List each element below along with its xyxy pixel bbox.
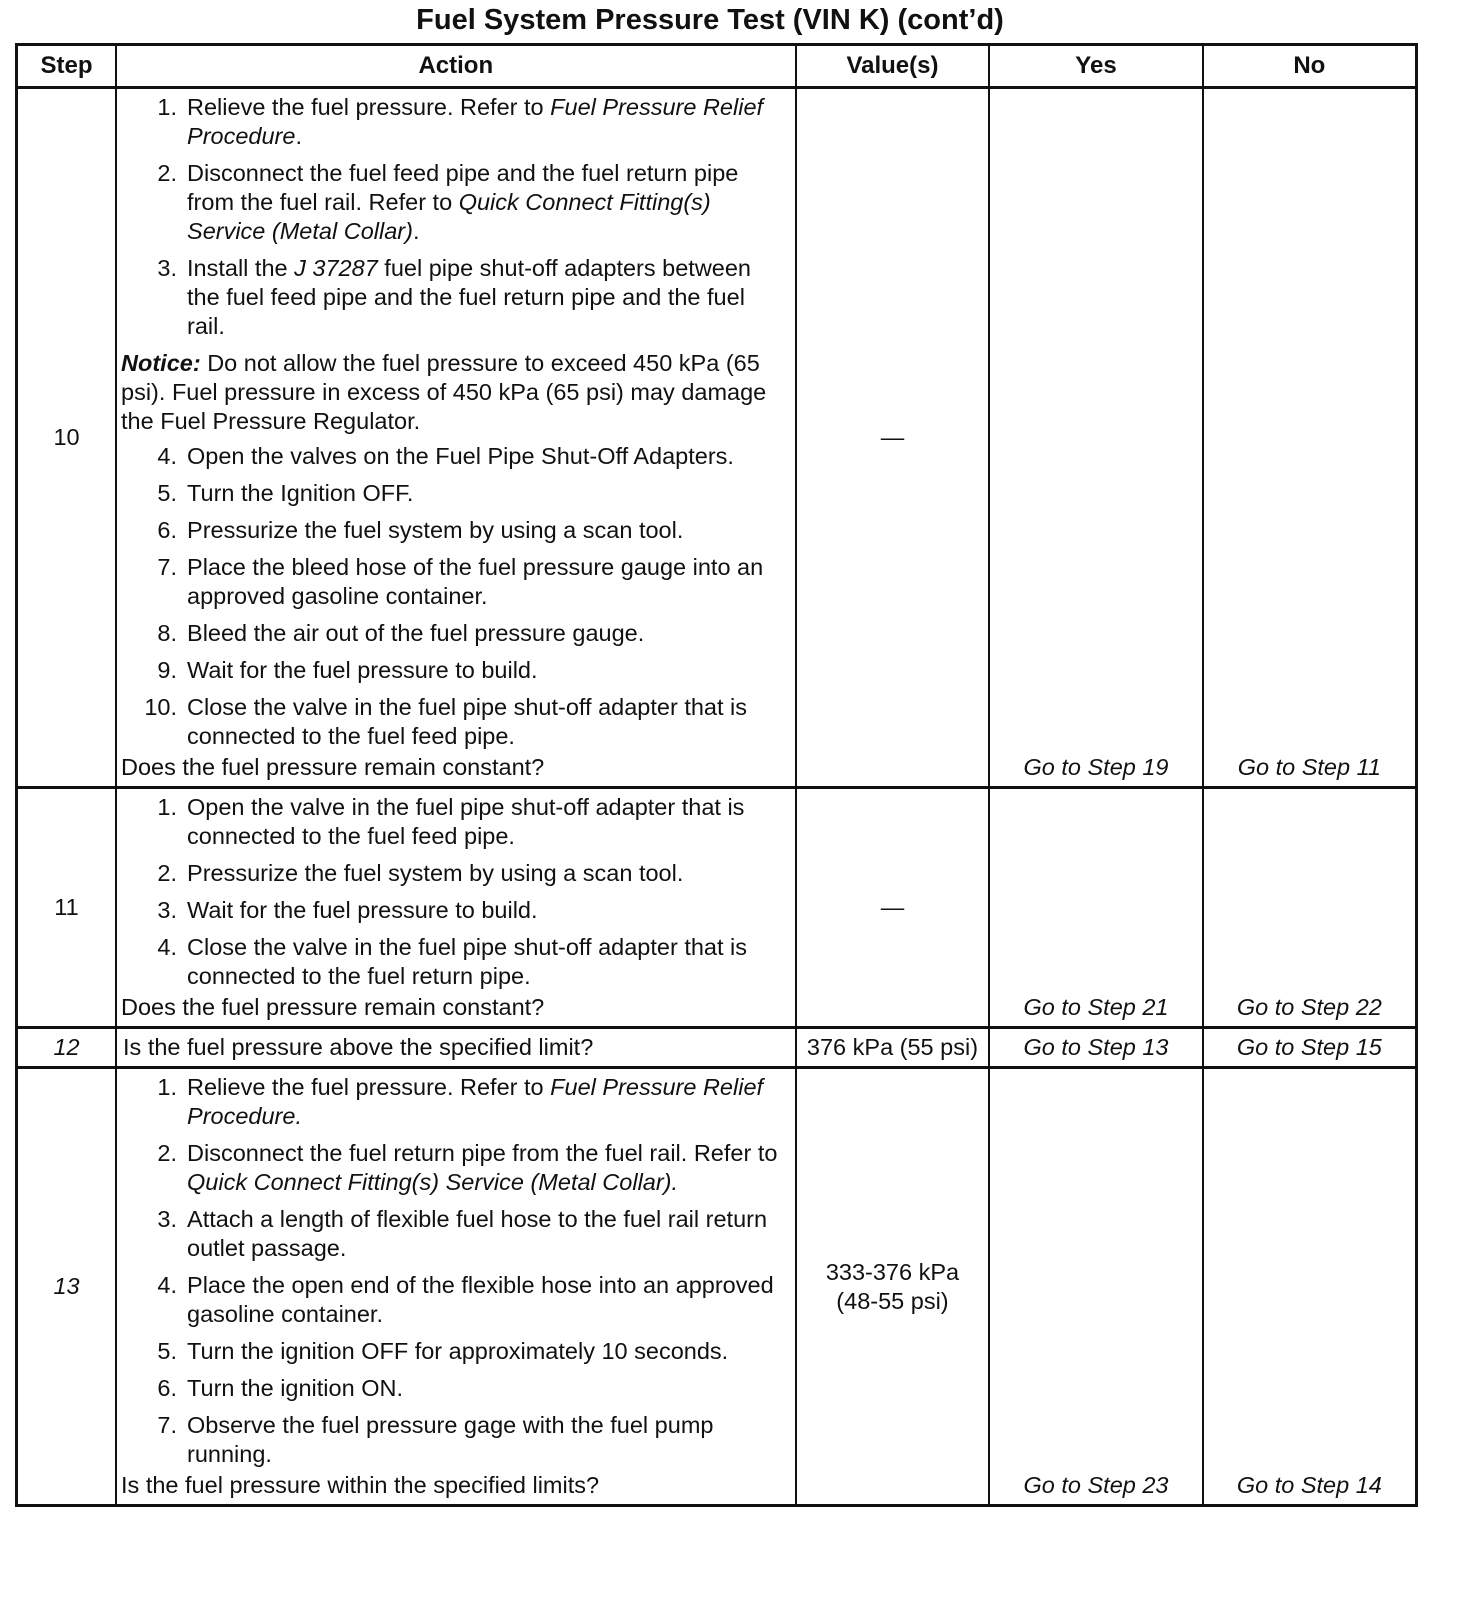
list-item: 9. Wait for the fuel pressure to build. bbox=[157, 657, 538, 683]
question: Does the fuel pressure remain constant? bbox=[121, 994, 545, 1020]
header-step: Step bbox=[17, 45, 117, 88]
list-item: 3. Install the J 37287 fuel pipe shut-off adapters between the fuel feed pipe and the fuel return pipe and the fuel rail. bbox=[157, 255, 751, 339]
header-action: Action bbox=[116, 45, 796, 88]
list-item: 5. Turn the Ignition OFF. bbox=[157, 480, 414, 506]
action-list bbox=[121, 442, 789, 751]
list-item: 1. Relieve the fuel pressure. Refer to Fuel Pressure Relief Procedure. bbox=[157, 94, 764, 149]
value-line: 333-376 kPa bbox=[825, 1258, 960, 1285]
list-item: 8. Bleed the air out of the fuel pressure gauge. bbox=[157, 620, 645, 646]
list-item: 7. Observe the fuel pressure gage with the fuel pump running. bbox=[157, 1412, 714, 1467]
value-cell: — bbox=[796, 88, 990, 788]
step-number: 12 bbox=[17, 1028, 117, 1068]
table-row bbox=[17, 88, 1417, 788]
action-list bbox=[121, 93, 789, 341]
notice: Notice: Do not allow the fuel pressure to exceed 450 kPa (65 psi). Fuel pressure in excess of 450 kPa (65 psi) may damage the Fuel Pressure Regulator. bbox=[121, 350, 767, 434]
list-item: 2. Disconnect the fuel feed pipe and the fuel return pipe from the fuel rail. Refer to Quick Connect Fitting(s) Service (Metal Collar). bbox=[157, 160, 739, 244]
question: Does the fuel pressure remain constant? bbox=[121, 754, 545, 780]
value-cell: 376 kPa (55 psi) bbox=[796, 1028, 990, 1068]
list-item: 5. Turn the ignition OFF for approximately 10 seconds. bbox=[157, 1338, 729, 1364]
action-cell bbox=[116, 1068, 796, 1506]
list-item: 6. Pressurize the fuel system by using a scan tool. bbox=[157, 517, 684, 543]
list-item: 3. Wait for the fuel pressure to build. bbox=[157, 897, 538, 923]
no-cell: Go to Step 22 bbox=[1203, 788, 1417, 1028]
list-item: 4. Close the valve in the fuel pipe shut-off adapter that is connected to the fuel return pipe. bbox=[157, 934, 748, 989]
action-list bbox=[121, 1073, 789, 1469]
list-item: 6. Turn the ignition ON. bbox=[157, 1375, 403, 1401]
no-cell: Go to Step 14 bbox=[1203, 1068, 1417, 1506]
page-title: Fuel System Pressure Test (VIN K) (cont’d) bbox=[416, 4, 1004, 36]
list-item: 4. Open the valves on the Fuel Pipe Shut-Off Adapters. bbox=[157, 443, 734, 469]
no-cell: Go to Step 15 bbox=[1203, 1028, 1417, 1068]
list-item: 3. Attach a length of flexible fuel hose to the fuel rail return outlet passage. bbox=[157, 1206, 768, 1261]
yes-cell: Go to Step 19 bbox=[989, 88, 1202, 788]
yes-cell: Go to Step 21 bbox=[989, 788, 1202, 1028]
table-row bbox=[17, 1068, 1417, 1506]
step-number: 11 bbox=[17, 788, 117, 1028]
yes-cell: Go to Step 13 bbox=[989, 1028, 1202, 1068]
header-values: Value(s) bbox=[796, 45, 990, 88]
list-item: 2. Disconnect the fuel return pipe from the fuel rail. Refer to Quick Connect Fitting(s) Service (Metal Collar). bbox=[157, 1140, 778, 1195]
table-row bbox=[17, 1028, 1417, 1068]
procedure-table bbox=[15, 43, 1418, 1507]
action-cell bbox=[116, 88, 796, 788]
yes-cell: Go to Step 23 bbox=[989, 1068, 1202, 1506]
table-header-row bbox=[17, 45, 1417, 88]
no-cell: Go to Step 11 bbox=[1203, 88, 1417, 788]
header-no: No bbox=[1203, 45, 1417, 88]
value-line: (48-55 psi) bbox=[836, 1287, 949, 1314]
action-list bbox=[121, 793, 789, 991]
question: Is the fuel pressure within the specified limits? bbox=[121, 1472, 600, 1498]
header-yes: Yes bbox=[989, 45, 1202, 88]
list-item: 7. Place the bleed hose of the fuel pressure gauge into an approved gasoline container. bbox=[157, 554, 764, 609]
table-row bbox=[17, 788, 1417, 1028]
list-item: 1. Relieve the fuel pressure. Refer to Fuel Pressure Relief Procedure. bbox=[157, 1074, 764, 1129]
list-item: 10. Close the valve in the fuel pipe shut-off adapter that is connected to the fuel feed pipe. bbox=[144, 694, 748, 749]
action-cell bbox=[116, 788, 796, 1028]
action-cell: Is the fuel pressure above the specified limit? bbox=[116, 1028, 796, 1068]
value-cell bbox=[796, 1068, 990, 1506]
value-cell: — bbox=[796, 788, 990, 1028]
step-number: 13 bbox=[17, 1068, 117, 1506]
list-item: 2. Pressurize the fuel system by using a scan tool. bbox=[157, 860, 684, 886]
list-item: 4. Place the open end of the flexible hose into an approved gasoline container. bbox=[157, 1272, 774, 1327]
list-item: 1. Open the valve in the fuel pipe shut-off adapter that is connected to the fuel feed pipe. bbox=[157, 794, 745, 849]
step-number: 10 bbox=[17, 88, 117, 788]
